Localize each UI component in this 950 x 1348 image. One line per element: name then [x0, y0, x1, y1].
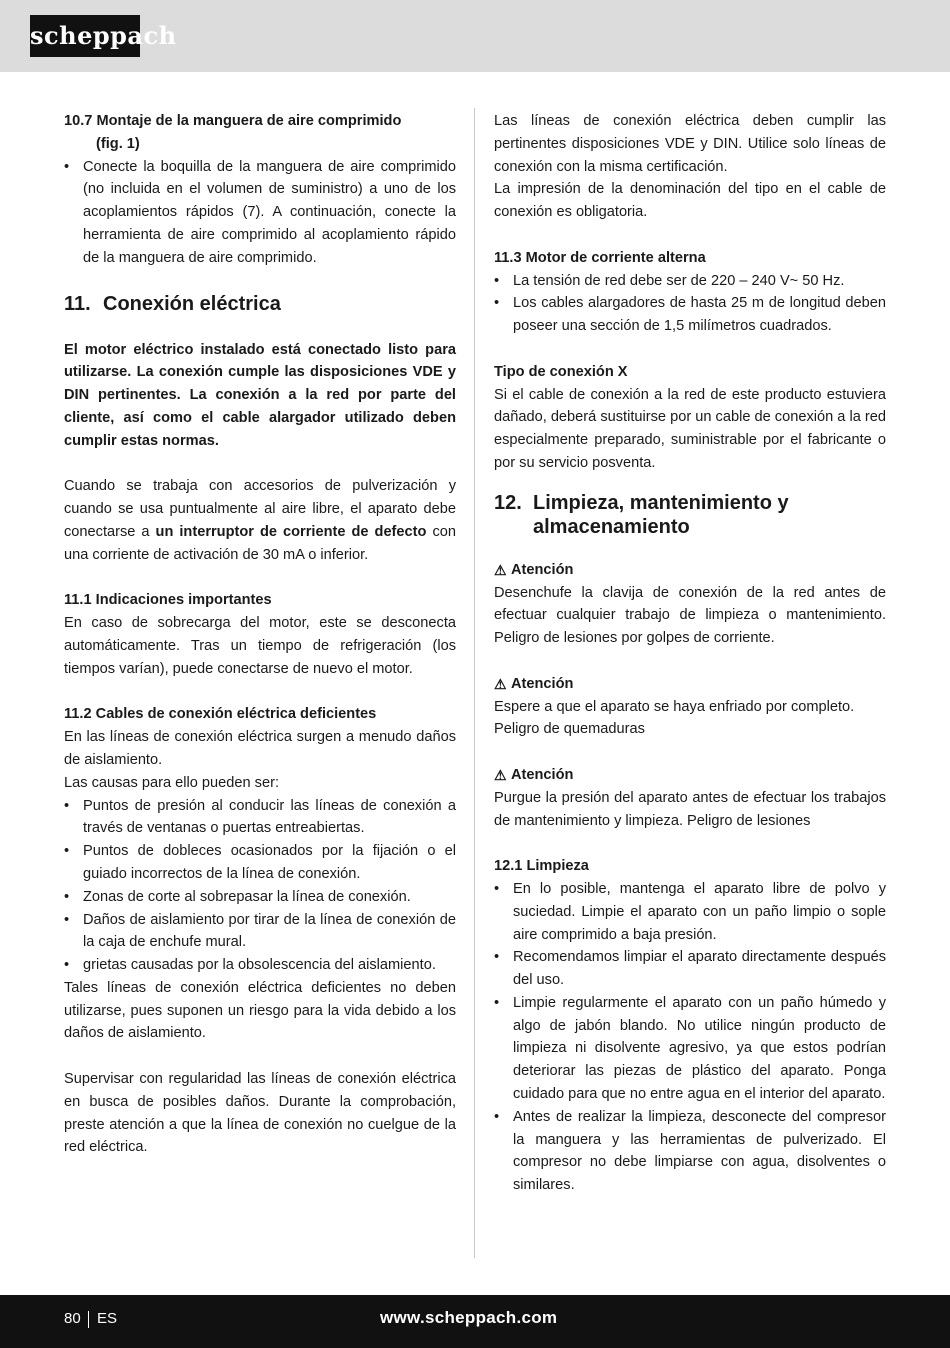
connection-type-heading: Tipo de conexión X	[494, 363, 628, 380]
section-11-2-causes: Las causas para ello pueden ser:	[64, 774, 279, 791]
list-item: • Puntos de presión al conducir las líneas de conexión a través de ventanas o puertas entreabiertas.	[64, 795, 456, 841]
column-divider	[474, 108, 475, 1258]
section-number: 11.	[64, 292, 91, 315]
requirements-text: Las líneas de conexión eléctrica deben cumplir las pertinentes disposiciones VDE y DIN. Utilice solo líneas de conexión con la misma certificación.	[494, 113, 886, 175]
left-column	[64, 110, 456, 1159]
section-11-2-warning-text: Tales líneas de conexión eléctrica deficientes no deben utilizarse, pues suponen un riesgo para la vida debido a los daños de aislamiento.	[64, 979, 456, 1042]
section-11-intro: El motor eléctrico instalado está conectado listo para utilizarse. La conexión cumple las disposiciones VDE y DIN pertinentes. La conexión a la red por parte del cliente, así como el cable alargador utilizado deben cumplir estas normas.	[64, 341, 456, 449]
right-column	[494, 110, 886, 1197]
paragraph-text: Cuando se trabaja con accesorios de pulverización y cuando se usa puntualmente al aire libre, el aparato debe conectarse a	[64, 478, 456, 540]
list-item: • grietas causadas por la obsolescencia del aislamiento.	[64, 954, 456, 977]
list-item: • Zonas de corte al sobrepasar la línea de conexión.	[64, 886, 456, 909]
section-11-heading	[64, 292, 456, 316]
warning-heading	[494, 673, 886, 696]
section-11-1-text: En caso de sobrecarga del motor, este se desconecta automáticamente. Tras un tiempo de refrigeración (los tiempos varían), puede conectarse de nuevo el motor.	[64, 615, 456, 677]
list-item: • Limpie regularmente el aparato con un paño húmedo y algo de jabón blando. No utilice ningún producto de limpieza ni disolvente agresivo, ya que estos podrían deteriorar las piezas de plástico del aparato. Ponga cuidado para que no entre agua en el interior del aparato.	[494, 992, 886, 1106]
page-header	[0, 0, 950, 72]
section-title: Limpieza, mantenimiento y almacenamiento	[533, 491, 789, 538]
section-title: Conexión eléctrica	[103, 292, 281, 315]
connection-type-text: Si el cable de conexión a la red de este producto estuviera dañado, deberá sustituirse por un cable de conexión a la red especialmente preparado, suministrable por el fabricante o por su servicio posventa.	[494, 386, 886, 471]
page-footer	[0, 1295, 950, 1348]
section-12-1-heading: 12.1 Limpieza	[494, 858, 589, 875]
list-item: • Antes de realizar la limpieza, desconecte del compresor la manguera y las herramientas de pulverizado. El compresor no debe limpiarse con agua, disolventes o similares.	[494, 1106, 886, 1197]
warning-text: Purgue la presión del aparato antes de efectuar los trabajos de mantenimiento y limpieza. Peligro de lesiones	[494, 789, 886, 829]
section-10-7-heading: 10.7 Montaje de la manguera de aire comprimido	[64, 113, 402, 129]
section-11-1-heading: 11.1 Indicaciones importantes	[64, 592, 272, 609]
page-number: 80	[64, 1310, 81, 1327]
website-url: www.scheppach.com	[380, 1308, 558, 1327]
warning-triangle-icon: ⚠	[494, 561, 507, 578]
section-11-2-heading: 11.2 Cables de conexión eléctrica deficientes	[64, 706, 377, 723]
language-code: ES	[97, 1310, 118, 1327]
warning-text: Espere a que el aparato se haya enfriado por completo. Peligro de quemaduras	[494, 698, 855, 738]
section-11-2-text: En las líneas de conexión eléctrica surgen a menudo daños de aislamiento.	[64, 729, 456, 768]
section-10-7-list	[64, 156, 456, 270]
list-item: • Los cables alargadores de hasta 25 m de longitud deben poseer una sección de 1,5 milímetros cuadrados.	[494, 292, 886, 338]
warning-heading	[494, 764, 886, 787]
warning-triangle-icon: ⚠	[494, 675, 507, 692]
list-item: • Recomendamos limpiar el aparato directamente después del uso.	[494, 946, 886, 992]
footer-separator	[88, 1311, 89, 1328]
section-number: 12.	[494, 491, 522, 514]
section-11-2-inspection-text: Supervisar con regularidad las líneas de conexión eléctrica en busca de posibles daños. Durante la comprobación, preste atención a que la línea de conexión no cuelgue de la red eléctrica.	[64, 1071, 456, 1156]
warning-label: Atención	[511, 766, 574, 783]
list-item: • Daños de aislamiento por tirar de la línea de conexión de la caja de enchufe mural.	[64, 909, 456, 955]
paragraph-text: con una corriente de activación de 30 mA o inferior.	[64, 523, 456, 563]
warning-triangle-icon: ⚠	[494, 766, 507, 783]
warning-heading	[494, 559, 886, 582]
list-item: • Conecte la boquilla de la manguera de aire comprimido (no incluida en el volumen de suministro) a uno de los acoplamientos rápidos (7). A continuación, conecte la herramienta de aire comprimido al acoplamiento rápido de la manguera de aire comprimido.	[64, 156, 456, 270]
rcd-emphasis: un interruptor de corriente de defecto	[155, 523, 427, 540]
section-10-7-heading-fig: (fig. 1)	[96, 135, 140, 152]
section-11-2-list	[64, 795, 456, 977]
section-11-paragraph	[64, 475, 456, 566]
brand-logo: scheppach	[30, 15, 140, 57]
section-12-1-list	[494, 878, 886, 1197]
section-11-3-heading: 11.3 Motor de corriente alterna	[494, 249, 706, 266]
warning-label: Atención	[511, 675, 574, 692]
list-item: • La tensión de red debe ser de 220 – 240 V~ 50 Hz.	[494, 270, 886, 293]
section-11-3-list	[494, 270, 886, 338]
type-label-text: La impresión de la denominación del tipo en el cable de conexión es obligatoria.	[494, 181, 886, 221]
section-12-heading	[494, 491, 886, 539]
warning-text: Desenchufe la clavija de conexión de la red antes de efectuar cualquier trabajo de limpieza o mantenimiento. Peligro de lesiones por golpes de corriente.	[494, 584, 886, 647]
list-item: • En lo posible, mantenga el aparato libre de polvo y suciedad. Limpie el aparato con un paño limpio o sople aire comprimido a baja presión.	[494, 878, 886, 946]
list-item: • Puntos de dobleces ocasionados por la fijación o el guiado incorrectos de la línea de conexión.	[64, 840, 456, 886]
warning-label: Atención	[511, 561, 574, 578]
